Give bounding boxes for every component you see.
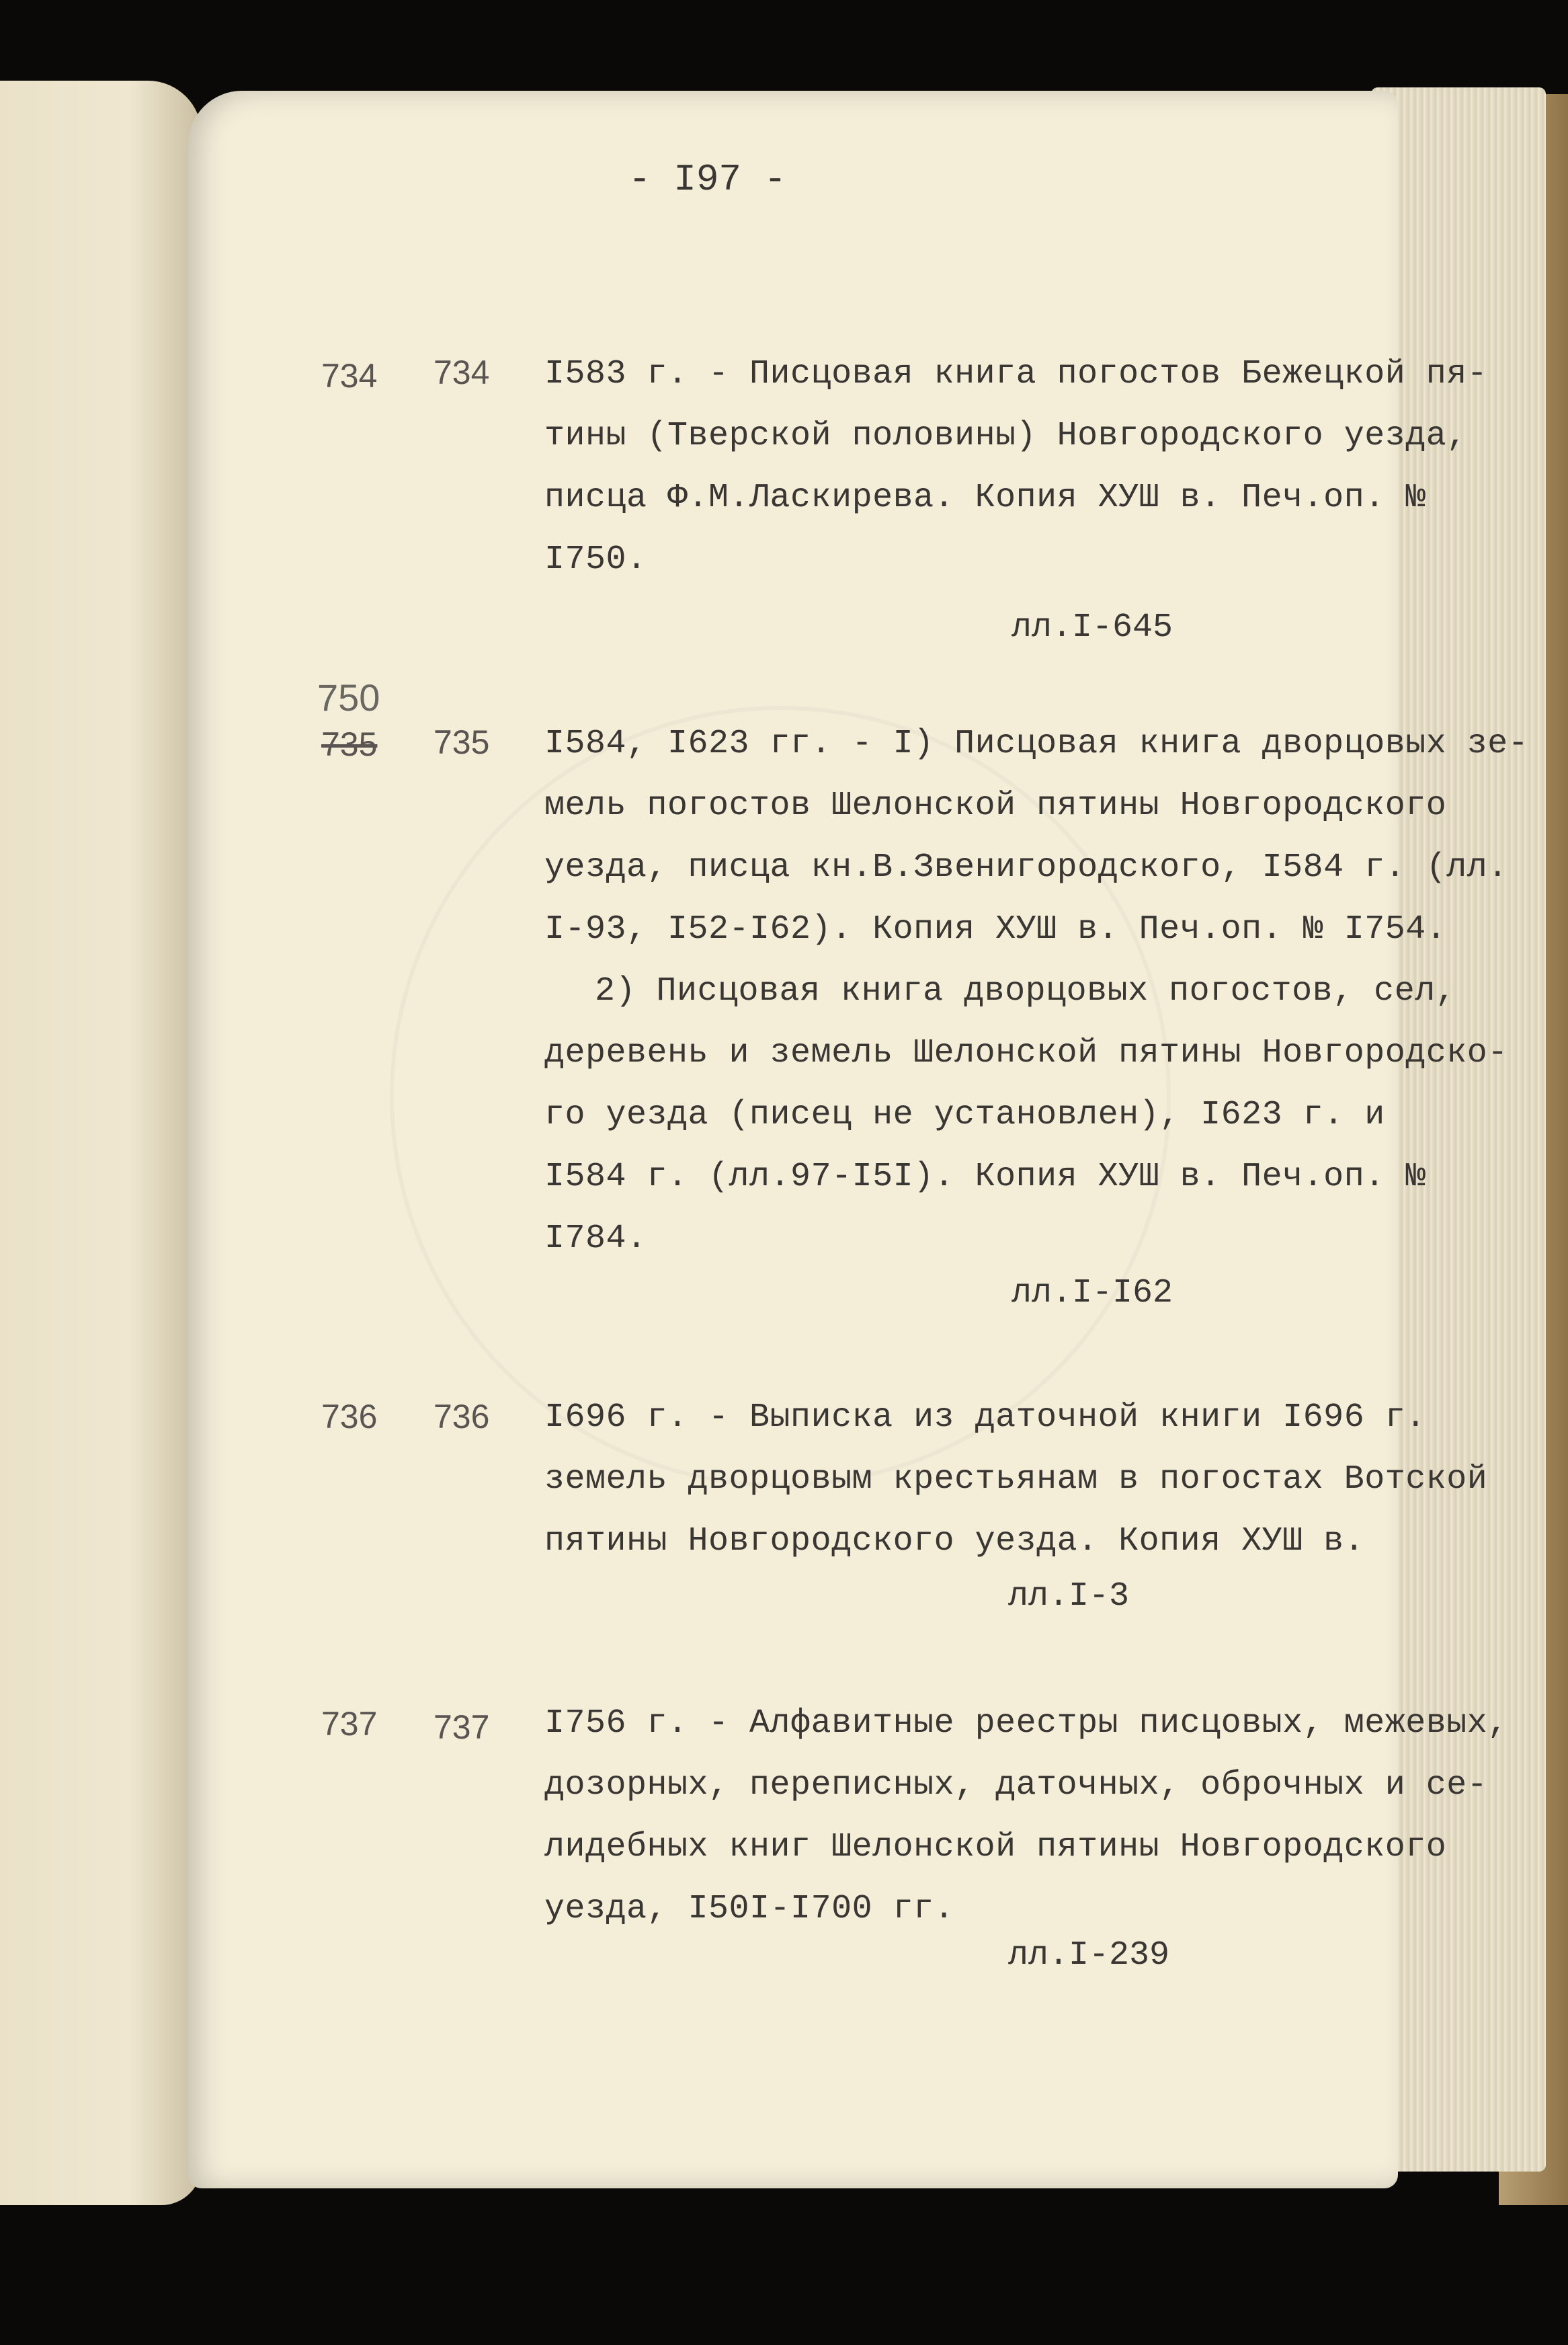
entry-text-line: уезда, писца кн.В.Звенигородского, I584 г. (лл.: [544, 848, 1508, 887]
entry-text-line: мель погостов Шелонской пятины Новгородского: [544, 787, 1447, 825]
entry-text-line: I756 г. - Алфавитные реестры писцовых, межевых,: [544, 1704, 1508, 1743]
entry-sheets: лл.I-3: [1008, 1577, 1130, 1616]
entry-sheets: лл.I-I62: [1012, 1274, 1173, 1312]
entry-text-line: 2) Писцовая книга дворцовых погостов, сел,: [595, 972, 1456, 1010]
entry-number-handwritten: 737: [321, 1705, 378, 1743]
entry-text-line: пятины Новгородского уезда. Копия ХУШ в.: [544, 1522, 1365, 1560]
entry-number-typed: 737: [434, 1708, 490, 1746]
entry-text-line: писца Ф.М.Ласкирева. Копия ХУШ в. Печ.оп. №: [544, 479, 1426, 517]
entry-text-line: го уезда (писец не установлен), I623 г. и: [544, 1096, 1385, 1134]
entry-text-line: уезда, I50I-I700 гг.: [544, 1890, 955, 1928]
entry-text-line: I750.: [544, 541, 647, 579]
entry-text-line: I584 г. (лл.97-I5I). Копия ХУШ в. Печ.оп. №: [544, 1158, 1426, 1196]
entry-sheets: лл.I-239: [1008, 1936, 1170, 1975]
entry-text-line: дозорных, переписных, даточных, оброчных и се-: [544, 1766, 1488, 1804]
entry-text-line: лидебных книг Шелонской пятины Новгородского: [544, 1828, 1447, 1866]
entry-text-line: I-93, I52-I62). Копия ХУШ в. Печ.оп. № I754.: [544, 910, 1447, 949]
left-page: [0, 81, 202, 2205]
entry-text-line: I784.: [544, 1220, 647, 1258]
entry-text-line: деревень и земель Шелонской пятины Новгородско-: [544, 1034, 1508, 1072]
entry-text-line: I584, I623 гг. - I) Писцовая книга дворцовых зе-: [544, 725, 1529, 763]
entry-text-line: I696 г. - Выписка из даточной книги I696 г.: [544, 1398, 1426, 1437]
entry-number-typed: 734: [434, 354, 490, 391]
entry-number-typed: 735: [434, 723, 490, 761]
entry-number-typed: 736: [434, 1398, 490, 1435]
entry-number-handwritten: 736: [321, 1398, 378, 1435]
entry-text-line: земель дворцовым крестьянам в погостах Вотской: [544, 1460, 1488, 1499]
entry-text-line: тины (Тверской половины) Новгородского уезда,: [544, 417, 1467, 455]
entry-sheets: лл.I-645: [1012, 608, 1173, 647]
entry-number-handwritten: 735: [321, 725, 378, 763]
entry-number-handwritten: 734: [321, 357, 378, 395]
entry-text-line: I583 г. - Писцовая книга погостов Бежецкой пя-: [544, 355, 1488, 393]
entry-number-handwritten-correction: 750: [317, 676, 380, 719]
page-number: - I97 -: [628, 158, 787, 201]
